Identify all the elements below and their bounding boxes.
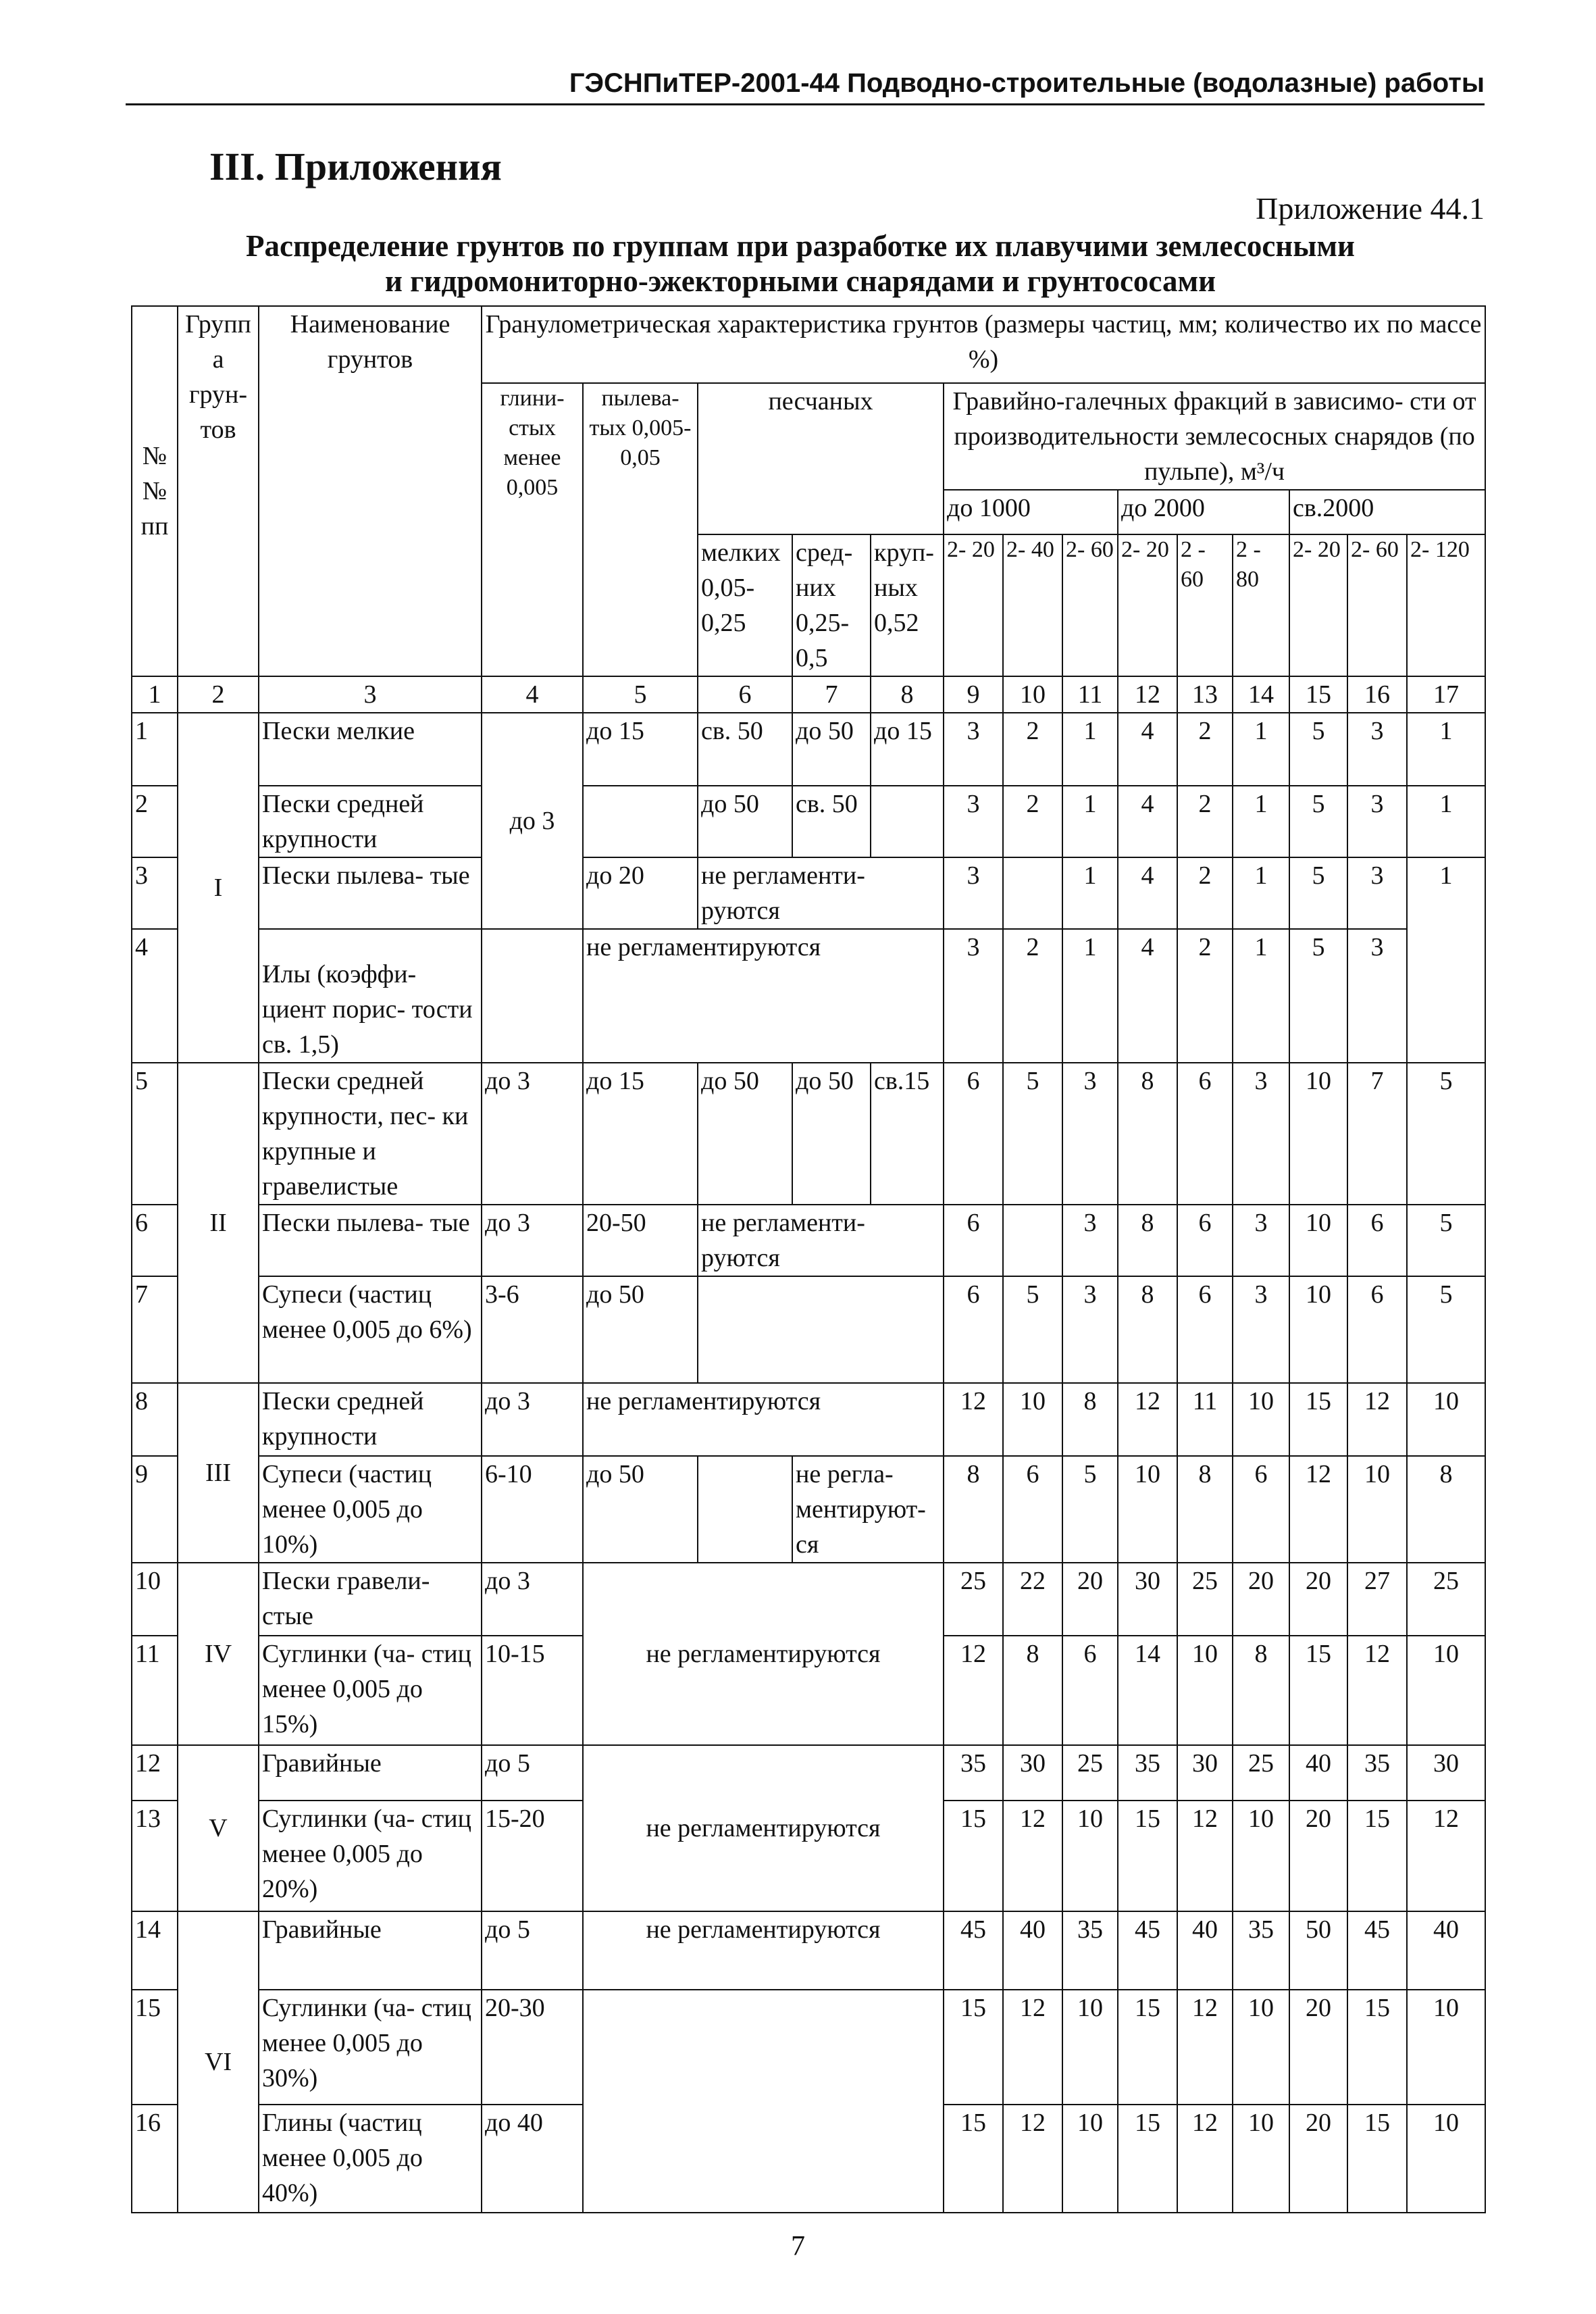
- row-value: 3: [1062, 1205, 1118, 1276]
- column-index-row: [132, 676, 1485, 713]
- row-value: 15: [1347, 1990, 1407, 2105]
- row-value: 20: [1233, 1563, 1289, 1636]
- row-value: 12: [1347, 1636, 1407, 1745]
- group-label: V: [178, 1745, 259, 1911]
- row-sand-not-regulated: не регламенти- руются: [698, 1205, 944, 1276]
- row-name: Пески средней крупности: [259, 1383, 482, 1456]
- table-row: [132, 1563, 1485, 1636]
- row-value: 2: [1177, 929, 1233, 1063]
- column-index-17: 17: [1407, 676, 1485, 713]
- row-name: Пески пылева- тые: [259, 1205, 482, 1276]
- row-value: 10: [1118, 1456, 1177, 1563]
- row-num: 5: [132, 1063, 178, 1205]
- row-num: 12: [132, 1745, 178, 1801]
- row-name: Суглинки (ча- стиц менее 0,005 до 20%): [259, 1801, 482, 1911]
- column-index-15: 15: [1289, 676, 1347, 713]
- row-value: 3: [1347, 786, 1407, 857]
- row-value: 2: [1003, 713, 1062, 786]
- row-value: 30: [1118, 1563, 1177, 1636]
- row-value: 5: [1289, 929, 1347, 1063]
- row-value: 35: [1118, 1745, 1177, 1801]
- page-number: 7: [791, 2231, 805, 2262]
- header-capacity-2000: до 2000: [1118, 490, 1289, 534]
- row-value: 20: [1289, 1801, 1347, 1911]
- column-index-5: 5: [583, 676, 698, 713]
- table-row: [132, 1205, 1485, 1276]
- header-capacity-1000: до 1000: [944, 490, 1118, 534]
- row-value: 45: [1118, 1911, 1177, 1990]
- row-value: 10: [1062, 2105, 1118, 2213]
- row-name: Пески средней крупности, пес- ки крупные и гравелистые: [259, 1063, 482, 1205]
- row-value: 6: [1003, 1456, 1062, 1563]
- row-value: 6: [944, 1205, 1003, 1276]
- row-value: 15: [1289, 1383, 1347, 1456]
- table-row: [132, 713, 1485, 786]
- soil-distribution-table: [131, 305, 1485, 2213]
- row-value: 15: [944, 1801, 1003, 1911]
- row-value: 40: [1177, 1911, 1233, 1990]
- row-sand-not-regulated: не регла- ментируют- ся: [792, 1456, 944, 1563]
- row-num: 6: [132, 1205, 178, 1276]
- row-value: 45: [944, 1911, 1003, 1990]
- row-value: 6: [944, 1276, 1003, 1383]
- row-value: 5: [1407, 1276, 1485, 1383]
- row-clay: до 40: [482, 2105, 583, 2213]
- row-dust: до 20: [583, 857, 698, 929]
- row-value: 15: [1347, 1801, 1407, 1911]
- row-value: 27: [1347, 1563, 1407, 1636]
- row-clay: до 3: [482, 1383, 583, 1456]
- row-num: 3: [132, 857, 178, 929]
- row-value: 10: [1233, 2105, 1289, 2213]
- row-value: 20: [1289, 2105, 1347, 2213]
- section-title: III. Приложения: [209, 145, 502, 188]
- row-value: 6: [1233, 1456, 1289, 1563]
- header-sub-8: 2- 60: [1347, 534, 1407, 676]
- row-name: Суглинки (ча- стиц менее 0,005 до 30%): [259, 1990, 482, 2105]
- row-value: 3: [1062, 1276, 1118, 1383]
- row-value: 8: [1003, 1636, 1062, 1745]
- row-name: Пески пылева- тые: [259, 857, 482, 929]
- header-sub-2: 2- 40: [1003, 534, 1062, 676]
- row-value: 6: [1062, 1636, 1118, 1745]
- row-value: 10: [1289, 1063, 1347, 1205]
- column-index-2: 2: [178, 676, 259, 713]
- row-sand-medium: св. 50: [792, 786, 871, 857]
- row-value: 7: [1347, 1063, 1407, 1205]
- row-value: 12: [1118, 1383, 1177, 1456]
- table-row: [132, 1911, 1485, 1990]
- row-value: 4: [1118, 713, 1177, 786]
- row-value: 45: [1347, 1911, 1407, 1990]
- header-dust: пылева- тых 0,005- 0,05: [583, 383, 698, 676]
- row-value: 5: [1289, 786, 1347, 857]
- row-value: 30: [1407, 1745, 1485, 1801]
- row-value: 1: [1062, 786, 1118, 857]
- row-value: 2: [1177, 786, 1233, 857]
- row-value: 3: [1062, 1063, 1118, 1205]
- header-sand: песчаных: [698, 383, 944, 534]
- row-value: 3: [1233, 1205, 1289, 1276]
- row-value: 1: [1233, 713, 1289, 786]
- row-num: 8: [132, 1383, 178, 1456]
- row-name: Гравийные: [259, 1911, 482, 1990]
- row-value: [1003, 1205, 1062, 1276]
- row-value: 2: [1177, 857, 1233, 929]
- row-value: 8: [1118, 1063, 1177, 1205]
- row-value: 5: [1289, 857, 1347, 929]
- row-value: 6: [1177, 1063, 1233, 1205]
- row-value: 15: [1118, 1990, 1177, 2105]
- row-clay: до 3: [482, 713, 583, 929]
- row-value: 10: [1407, 1990, 1485, 2105]
- header-sub-7: 2- 20: [1289, 534, 1347, 676]
- row-dust: до 50: [583, 1276, 698, 1383]
- row-value: 1: [1233, 929, 1289, 1063]
- header-sand-fine: мелких 0,05- 0,25: [698, 534, 792, 676]
- row-value: 3: [1347, 929, 1407, 1063]
- column-index-16: 16: [1347, 676, 1407, 713]
- header-group: Группа грун- тов: [178, 306, 259, 676]
- row-value: 12: [1003, 1990, 1062, 2105]
- row-value: 20: [1062, 1563, 1118, 1636]
- row-value: 5: [1003, 1063, 1062, 1205]
- row-value: 5: [1062, 1456, 1118, 1563]
- table-row: [132, 1063, 1485, 1205]
- column-index-4: 4: [482, 676, 583, 713]
- group-label: VI: [178, 1911, 259, 2213]
- row-sand-fine: до 50: [698, 1063, 792, 1205]
- row-value: 10: [1233, 1990, 1289, 2105]
- header-granulometric: Гранулометрическая характеристика грунтов (размеры частиц, мм; количество их по массе %): [482, 306, 1485, 383]
- row-value: 2: [1003, 929, 1062, 1063]
- row-value: 3: [1347, 857, 1407, 929]
- row-num: 10: [132, 1563, 178, 1636]
- row-value: 8: [1177, 1456, 1233, 1563]
- row-num: 4: [132, 929, 178, 1063]
- column-index-11: 11: [1062, 676, 1118, 713]
- row-value: 8: [1233, 1636, 1289, 1745]
- row-value: 10: [1233, 1383, 1289, 1456]
- row-value: 40: [1003, 1911, 1062, 1990]
- row-clay: [482, 929, 583, 1063]
- row-not-regulated: не регламентируются: [583, 1911, 944, 1990]
- row-num: 14: [132, 1911, 178, 1990]
- table-row: [132, 1456, 1485, 1563]
- group-label: IV: [178, 1563, 259, 1745]
- row-value: 10: [1407, 2105, 1485, 2213]
- row-value: 12: [1177, 1990, 1233, 2105]
- column-index-1: 1: [132, 676, 178, 713]
- row-value: 10: [1347, 1456, 1407, 1563]
- table-row: [132, 1990, 1485, 2105]
- header-sand-coarse: круп- ных 0,52: [871, 534, 944, 676]
- row-value: 2: [1177, 713, 1233, 786]
- group-label: III: [178, 1383, 259, 1563]
- row-value: 12: [944, 1383, 1003, 1456]
- row-sand-coarse: св.15: [871, 1063, 944, 1205]
- row-value: 3: [944, 929, 1003, 1063]
- row-sand-fine: св. 50: [698, 713, 792, 786]
- table-row: [132, 786, 1485, 857]
- group-label: II: [178, 1063, 259, 1383]
- table-row: [132, 857, 1485, 929]
- row-value: 4: [1118, 786, 1177, 857]
- header-sub-5: 2 - 60: [1177, 534, 1233, 676]
- row-value: 20: [1289, 1990, 1347, 2105]
- header-sub-4: 2- 20: [1118, 534, 1177, 676]
- header-sub-9: 2- 120: [1407, 534, 1485, 676]
- row-value: 5: [1407, 1205, 1485, 1276]
- row-value: 3: [944, 786, 1003, 857]
- row-value: 1: [1233, 857, 1289, 929]
- row-sand-not-regulated: не регламенти- руются: [698, 857, 944, 929]
- row-value: 35: [1233, 1911, 1289, 1990]
- row-value: 25: [1407, 1563, 1485, 1636]
- row-value: 20: [1289, 1563, 1347, 1636]
- row-num: 9: [132, 1456, 178, 1563]
- row-value: 6: [1177, 1276, 1233, 1383]
- running-head: ГЭСНПиТЕР-2001-44 Подводно-строительные (водолазные) работы: [569, 68, 1485, 98]
- row-value: 35: [1347, 1745, 1407, 1801]
- column-index-8: 8: [871, 676, 944, 713]
- column-index-7: 7: [792, 676, 871, 713]
- row-value: 1: [1407, 786, 1485, 857]
- row-value: 12: [944, 1636, 1003, 1745]
- row-sand-fine: [698, 1456, 792, 1563]
- row-name: Супеси (частиц менее 0,005 до 6%): [259, 1276, 482, 1383]
- row-value: 15: [944, 2105, 1003, 2213]
- row-value: 4: [1118, 929, 1177, 1063]
- row-dust: до 50: [583, 1456, 698, 1563]
- group-label: I: [178, 713, 259, 1063]
- row-name: Илы (коэффи- циент порис- тости св. 1,5): [259, 929, 482, 1063]
- row-value: 12: [1003, 2105, 1062, 2213]
- column-index-9: 9: [944, 676, 1003, 713]
- header-sub-1: 2- 20: [944, 534, 1003, 676]
- row-not-regulated: не регламентируются: [583, 1383, 944, 1456]
- row-value: 50: [1289, 1911, 1347, 1990]
- row-sand-coarse: до 15: [871, 713, 944, 786]
- row-value: 25: [1233, 1745, 1289, 1801]
- row-name: Пески гравели- стые: [259, 1563, 482, 1636]
- row-num: 13: [132, 1801, 178, 1911]
- row-value: 6: [944, 1063, 1003, 1205]
- row-value: 40: [1289, 1745, 1347, 1801]
- row-value: 15: [1118, 1801, 1177, 1911]
- row-value: 12: [1177, 2105, 1233, 2213]
- header-gravel: Гравийно-галечных фракций в зависимо- сти от производительности землесосных снарядов (по пульпе), м³/ч: [944, 383, 1485, 490]
- appendix-label: Приложение 44.1: [1256, 191, 1485, 226]
- row-value: 10: [1233, 1801, 1289, 1911]
- row-clay: до 5: [482, 1911, 583, 1990]
- row-dust: [583, 786, 698, 857]
- row-clay: 3-6: [482, 1276, 583, 1383]
- row-sand-coarse: [871, 786, 944, 857]
- column-index-14: 14: [1233, 676, 1289, 713]
- row-num: 16: [132, 2105, 178, 2213]
- row-value: 1: [1407, 713, 1485, 786]
- row-value: 2: [1003, 786, 1062, 857]
- row-value: 8: [1118, 1276, 1177, 1383]
- table-row: [132, 929, 1485, 1063]
- row-value: 4: [1118, 857, 1177, 929]
- row-name: Глины (частиц менее 0,005 до 40%): [259, 2105, 482, 2213]
- row-clay: 6-10: [482, 1456, 583, 1563]
- row-value: 10: [1289, 1276, 1347, 1383]
- row-value: 1: [1062, 713, 1118, 786]
- row-value: 10: [1062, 1801, 1118, 1911]
- row-value: 8: [1407, 1456, 1485, 1563]
- row-value: 35: [1062, 1911, 1118, 1990]
- row-clay: 10-15: [482, 1636, 583, 1745]
- table-row: [132, 1745, 1485, 1801]
- row-value: 15: [1118, 2105, 1177, 2213]
- table-row: [132, 1383, 1485, 1456]
- table-row: [132, 1276, 1485, 1383]
- row-value-merged: 1: [1407, 857, 1485, 1063]
- row-value: 10: [1003, 1383, 1062, 1456]
- row-clay: до 3: [482, 1205, 583, 1276]
- row-value: 35: [944, 1745, 1003, 1801]
- row-value: 10: [1407, 1383, 1485, 1456]
- row-value: 25: [1062, 1745, 1118, 1801]
- column-index-12: 12: [1118, 676, 1177, 713]
- header-clay: глини- стых менее 0,005: [482, 383, 583, 676]
- row-value: 10: [1177, 1636, 1233, 1745]
- row-name: Супеси (частиц менее 0,005 до 10%): [259, 1456, 482, 1563]
- header-sub-3: 2- 60: [1062, 534, 1118, 676]
- row-value: 3: [1233, 1276, 1289, 1383]
- row-value: 15: [944, 1990, 1003, 2105]
- row-value: 25: [944, 1563, 1003, 1636]
- row-num: 1: [132, 713, 178, 786]
- row-num: 7: [132, 1276, 178, 1383]
- row-value: 40: [1407, 1911, 1485, 1990]
- row-value: 12: [1289, 1456, 1347, 1563]
- row-value: 6: [1347, 1205, 1407, 1276]
- row-value: 6: [1177, 1205, 1233, 1276]
- row-sand-medium: до 50: [792, 1063, 871, 1205]
- row-num: 11: [132, 1636, 178, 1745]
- header-name: Наименование грунтов: [259, 306, 482, 676]
- row-name: Пески мелкие: [259, 713, 482, 786]
- table-title-line-2: и гидромониторно-эжекторными снарядами и грунтососами: [384, 264, 1216, 298]
- column-index-3: 3: [259, 676, 482, 713]
- row-name: Пески средней крупности: [259, 786, 482, 857]
- row-value: 3: [1233, 1063, 1289, 1205]
- row-value: 8: [1062, 1383, 1118, 1456]
- header-sub-6: 2 - 80: [1233, 534, 1289, 676]
- header-rule: [126, 103, 1485, 105]
- row-value: 12: [1407, 1801, 1485, 1911]
- row-value: 30: [1003, 1745, 1062, 1801]
- column-index-6: 6: [698, 676, 792, 713]
- column-index-10: 10: [1003, 676, 1062, 713]
- row-value: 5: [1289, 713, 1347, 786]
- row-value: 22: [1003, 1563, 1062, 1636]
- row-dust: 20-50: [583, 1205, 698, 1276]
- table-title: [135, 228, 1466, 299]
- row-value: 10: [1289, 1205, 1347, 1276]
- row-value: 11: [1177, 1383, 1233, 1456]
- row-value: 1: [1233, 786, 1289, 857]
- row-value: 1: [1062, 929, 1118, 1063]
- row-value: 5: [1407, 1063, 1485, 1205]
- row-not-regulated: не регламентируются: [583, 1563, 944, 1745]
- row-clay: до 3: [482, 1563, 583, 1636]
- row-value: 30: [1177, 1745, 1233, 1801]
- row-value: 15: [1347, 2105, 1407, 2213]
- row-name: Суглинки (ча- стиц менее 0,005 до 15%): [259, 1636, 482, 1745]
- row-value: 12: [1347, 1383, 1407, 1456]
- row-clay: до 5: [482, 1745, 583, 1801]
- row-value: 1: [1062, 857, 1118, 929]
- row-sand-medium: до 50: [792, 713, 871, 786]
- row-value: 3: [944, 857, 1003, 929]
- row-clay: 15-20: [482, 1801, 583, 1911]
- table-title-line-1: Распределение грунтов по группам при разработке их плавучими землесосными: [246, 229, 1355, 263]
- row-not-regulated: не регламентируются: [583, 929, 944, 1063]
- header-capacity-over-2000: св.2000: [1289, 490, 1485, 534]
- row-num: 2: [132, 786, 178, 857]
- row-dust: до 15: [583, 713, 698, 786]
- row-value: 5: [1003, 1276, 1062, 1383]
- row-value: 14: [1118, 1636, 1177, 1745]
- row-not-regulated: не регламентируются: [583, 1745, 944, 1911]
- row-value: 3: [1347, 713, 1407, 786]
- column-index-13: 13: [1177, 676, 1233, 713]
- row-sand-empty: [698, 1276, 944, 1383]
- row-value: 6: [1347, 1276, 1407, 1383]
- row-value: 12: [1003, 1801, 1062, 1911]
- row-value: 10: [1407, 1636, 1485, 1745]
- row-value: 25: [1177, 1563, 1233, 1636]
- row-value: 8: [1118, 1205, 1177, 1276]
- row-empty: [583, 1990, 944, 2213]
- row-value: 12: [1177, 1801, 1233, 1911]
- row-value: [1003, 857, 1062, 929]
- header-num: № № пп: [132, 306, 178, 676]
- row-value: 10: [1062, 1990, 1118, 2105]
- row-name: Гравийные: [259, 1745, 482, 1801]
- row-sand-fine: до 50: [698, 786, 792, 857]
- row-clay: 20-30: [482, 1990, 583, 2105]
- row-value: 15: [1289, 1636, 1347, 1745]
- row-clay: до 3: [482, 1063, 583, 1205]
- header-sand-medium: сред- них 0,25- 0,5: [792, 534, 871, 676]
- row-dust: до 15: [583, 1063, 698, 1205]
- row-value: 3: [944, 713, 1003, 786]
- row-num: 15: [132, 1990, 178, 2105]
- row-value: 8: [944, 1456, 1003, 1563]
